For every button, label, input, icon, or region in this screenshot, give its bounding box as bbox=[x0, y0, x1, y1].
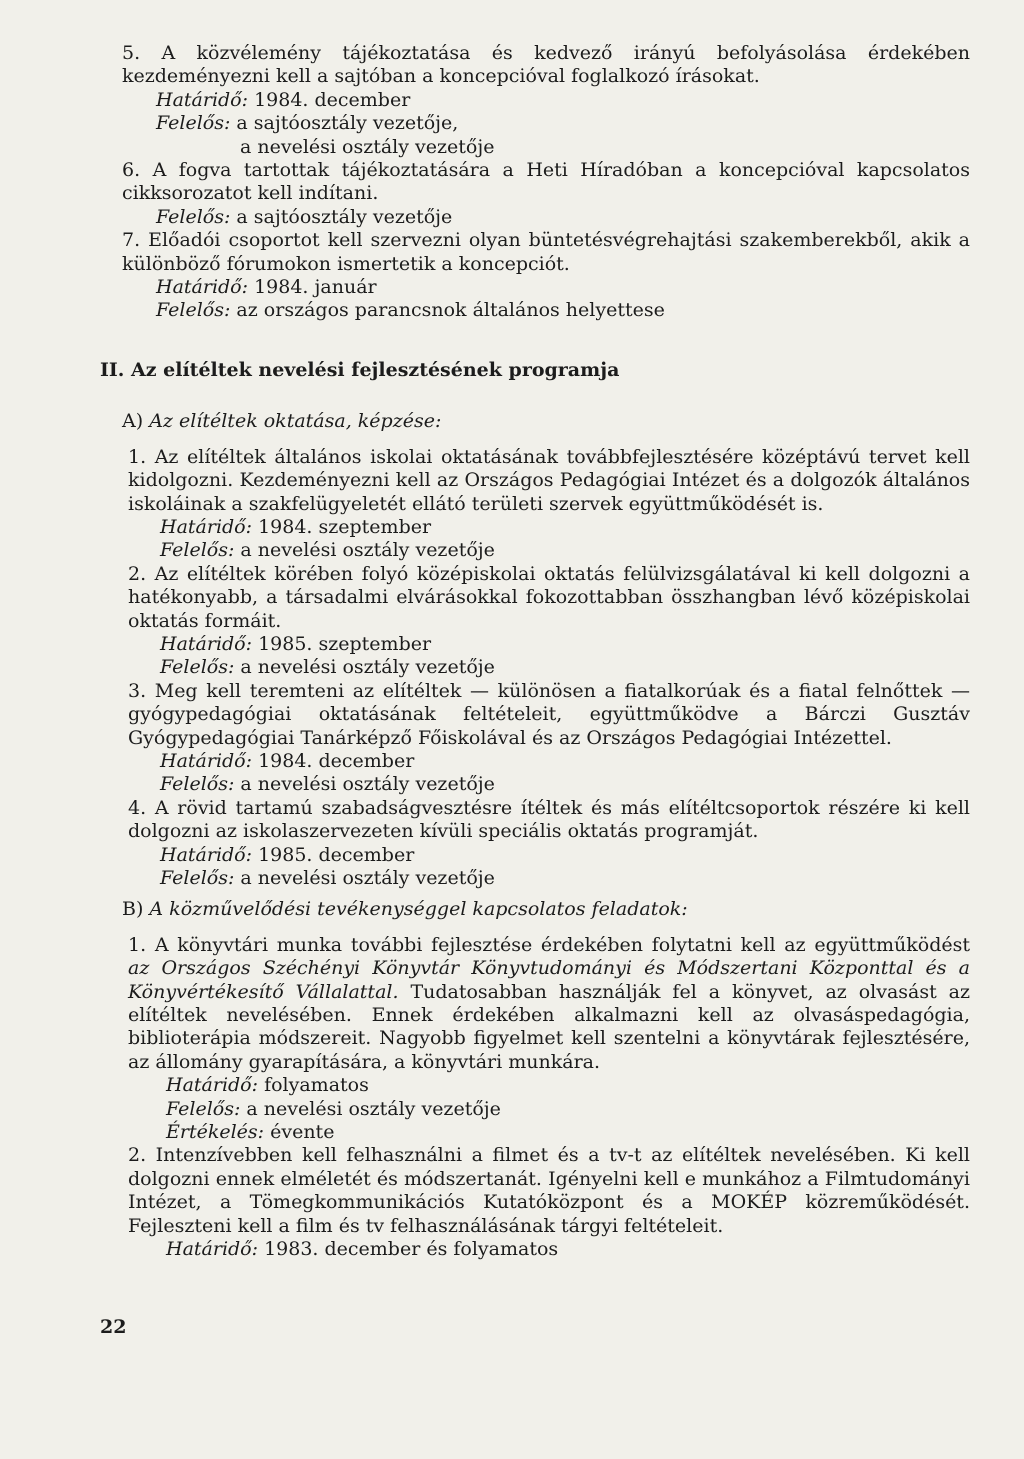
deadline-label: Határidő: bbox=[166, 1074, 259, 1097]
responsible-label: Felelős: bbox=[160, 656, 235, 679]
item-5-responsible-2: a nevelési osztály vezetője bbox=[240, 135, 495, 158]
responsible-value: a nevelési osztály vezetője bbox=[234, 656, 495, 679]
item-6-responsible bbox=[100, 206, 970, 229]
a2-responsible bbox=[100, 656, 970, 679]
responsible-label: Felelős: bbox=[156, 299, 231, 322]
item-6-text: 6. A fogva tartottak tájékoztatására a Heti Híradóban a koncepcióval kapcsolatos cikksorozatot kell indítani. bbox=[122, 159, 970, 205]
a2-text: 2. Az elítéltek körében folyó középiskolai oktatás felülvizsgálatával ki kell dolgozni a hatékonyabb, a társadalmi elvárásokkal fokozottabban összhangban lévő középiskolai oktatás formáit. bbox=[128, 562, 970, 632]
a4-text: 4. A rövid tartamú szabadságvesztésre ítéltek és más elítéltcsoportok részére ki kell dolgozni az iskolaszervezeten kívüli speciális oktatás programját. bbox=[128, 796, 970, 843]
page-number: 22 bbox=[100, 1316, 127, 1338]
a4-deadline bbox=[100, 844, 970, 867]
b1-text-end: Tudatosabban használják fel a könyvet, az olvasást az elítéltek nevelésében. Ennek érdekében alkalmazni kell az olvasáspedagógia, biblioterápia módszereit. Nagyobb figyelmet kell szentelni a könyvtárak fejlesztésére, az állomány gyarapítására, a könyvtári munkára. bbox=[128, 980, 971, 1073]
b1-evaluation bbox=[100, 1121, 970, 1144]
a4-responsible bbox=[100, 867, 970, 890]
subsection-a-title bbox=[100, 410, 970, 433]
b2-text: 2. Intenzívebben kell felhasználni a filmet és a tv-t az elítéltek nevelésében. Ki kell dolgozni ennek elméletét és módszertanát. Igényelni kell e munkához a Filmtudományi Intézet, a Tömegkommunikációs Kutatóközpont és a MOKÉP közreműködését. Fejleszteni kell a film és tv felhasználásának tárgyi feltételeit. bbox=[128, 1144, 970, 1237]
deadline-value: 1983. december és folyamatos bbox=[258, 1238, 559, 1261]
deadline-label: Határidő: bbox=[160, 749, 253, 772]
a1-text: 1. Az elítéltek általános iskolai oktatásának továbbfejlesztésére középtávú tervet kell kidolgozni. Kezdeményezni kell az Országos Pedagógiai Intézet és a dolgozók általános iskoláinak a szakfelügyeletét ellátó területi szervek együttműködését is. bbox=[128, 445, 970, 515]
responsible-value: a sajtóosztály vezetője bbox=[230, 205, 453, 228]
deadline-value: 1984. szeptember bbox=[252, 515, 432, 538]
a3-responsible bbox=[100, 773, 970, 796]
a2-deadline bbox=[100, 633, 970, 656]
deadline-value: folyamatos bbox=[258, 1074, 369, 1097]
deadline-value: 1984. december bbox=[252, 749, 415, 772]
item-7-responsible bbox=[100, 299, 970, 322]
subsection-title: Az elítéltek oktatása, képzése: bbox=[149, 410, 442, 433]
deadline-value: 1985. december bbox=[252, 843, 415, 866]
b1-responsible bbox=[100, 1098, 970, 1121]
deadline-label: Határidő: bbox=[160, 632, 253, 655]
responsible-label: Felelős: bbox=[160, 539, 235, 562]
item-5-deadline bbox=[100, 89, 970, 112]
item-5-text: 5. A közvélemény tájékoztatása és kedvező irányú befolyásolása érdekében kezdeményezni kell a sajtóban a koncepcióval foglalkozó írásokat. bbox=[122, 42, 970, 88]
deadline-value: 1984. december bbox=[248, 88, 411, 111]
responsible-value: a sajtóosztály vezetője, bbox=[230, 112, 459, 135]
subsection-title: A közművelődési tevékenységgel kapcsolatos feladatok: bbox=[149, 898, 688, 921]
a1-deadline bbox=[100, 516, 970, 539]
subsection-b-title bbox=[100, 898, 970, 921]
responsible-value: a nevelési osztály vezetője bbox=[234, 539, 495, 562]
responsible-label: Felelős: bbox=[166, 1097, 241, 1120]
a3-text: 3. Meg kell teremteni az elítéltek — különösen a fiatalkorúak és a fiatal felnőttek — gyógypedagógiai oktatásának feltételeit, együttműködve a Bárczi Gusztáv Gyógypedagógiai Tanárképző Főiskolával és az Országos Pedagógiai Intézettel. bbox=[128, 679, 970, 749]
item-7-deadline bbox=[100, 276, 970, 299]
b2-deadline bbox=[100, 1238, 970, 1261]
responsible-label: Felelős: bbox=[156, 112, 231, 135]
deadline-label: Határidő: bbox=[166, 1238, 259, 1261]
a3-deadline bbox=[100, 750, 970, 773]
subsection-prefix: B) bbox=[122, 898, 150, 921]
a1-responsible bbox=[100, 539, 970, 562]
b1-text-start: 1. A könyvtári munka további fejlesztése érdekében folytatni kell az együttműködést bbox=[128, 933, 970, 956]
deadline-value: 1985. szeptember bbox=[252, 632, 432, 655]
responsible-label: Felelős: bbox=[156, 205, 231, 228]
deadline-label: Határidő: bbox=[156, 276, 249, 299]
deadline-label: Határidő: bbox=[156, 88, 249, 111]
responsible-value: a nevelési osztály vezetője bbox=[234, 773, 495, 796]
subsection-prefix: A) bbox=[122, 410, 150, 433]
document-page bbox=[100, 42, 970, 1262]
item-7-text: 7. Előadói csoportot kell szervezni olyan büntetésvégrehajtási szakemberekből, akik a különböző fórumokon ismertetik a koncepciót. bbox=[122, 229, 970, 275]
evaluation-label: Értékelés: bbox=[166, 1121, 265, 1144]
item-5-responsible bbox=[100, 112, 970, 135]
deadline-value: 1984. január bbox=[248, 276, 377, 299]
b1-deadline bbox=[100, 1074, 970, 1097]
b1-text-italic: az Országos Széchényi Könyvtár Könyvtudományi és Módszertani Központtal és a Könyvértékesítő Vállalattal. bbox=[128, 957, 970, 1003]
responsible-value: a nevelési osztály vezetője bbox=[234, 867, 495, 889]
evaluation-value: évente bbox=[264, 1121, 335, 1144]
b1-text bbox=[100, 934, 970, 1074]
responsible-label: Felelős: bbox=[160, 867, 235, 889]
deadline-label: Határidő: bbox=[160, 515, 253, 538]
deadline-label: Határidő: bbox=[160, 843, 253, 866]
responsible-value: az országos parancsnok általános helyettese bbox=[230, 299, 665, 322]
responsible-value: a nevelési osztály vezetője bbox=[240, 1097, 501, 1120]
section-heading: II. Az elítéltek nevelési fejlesztésének programja bbox=[100, 358, 620, 381]
responsible-label: Felelős: bbox=[160, 773, 235, 796]
